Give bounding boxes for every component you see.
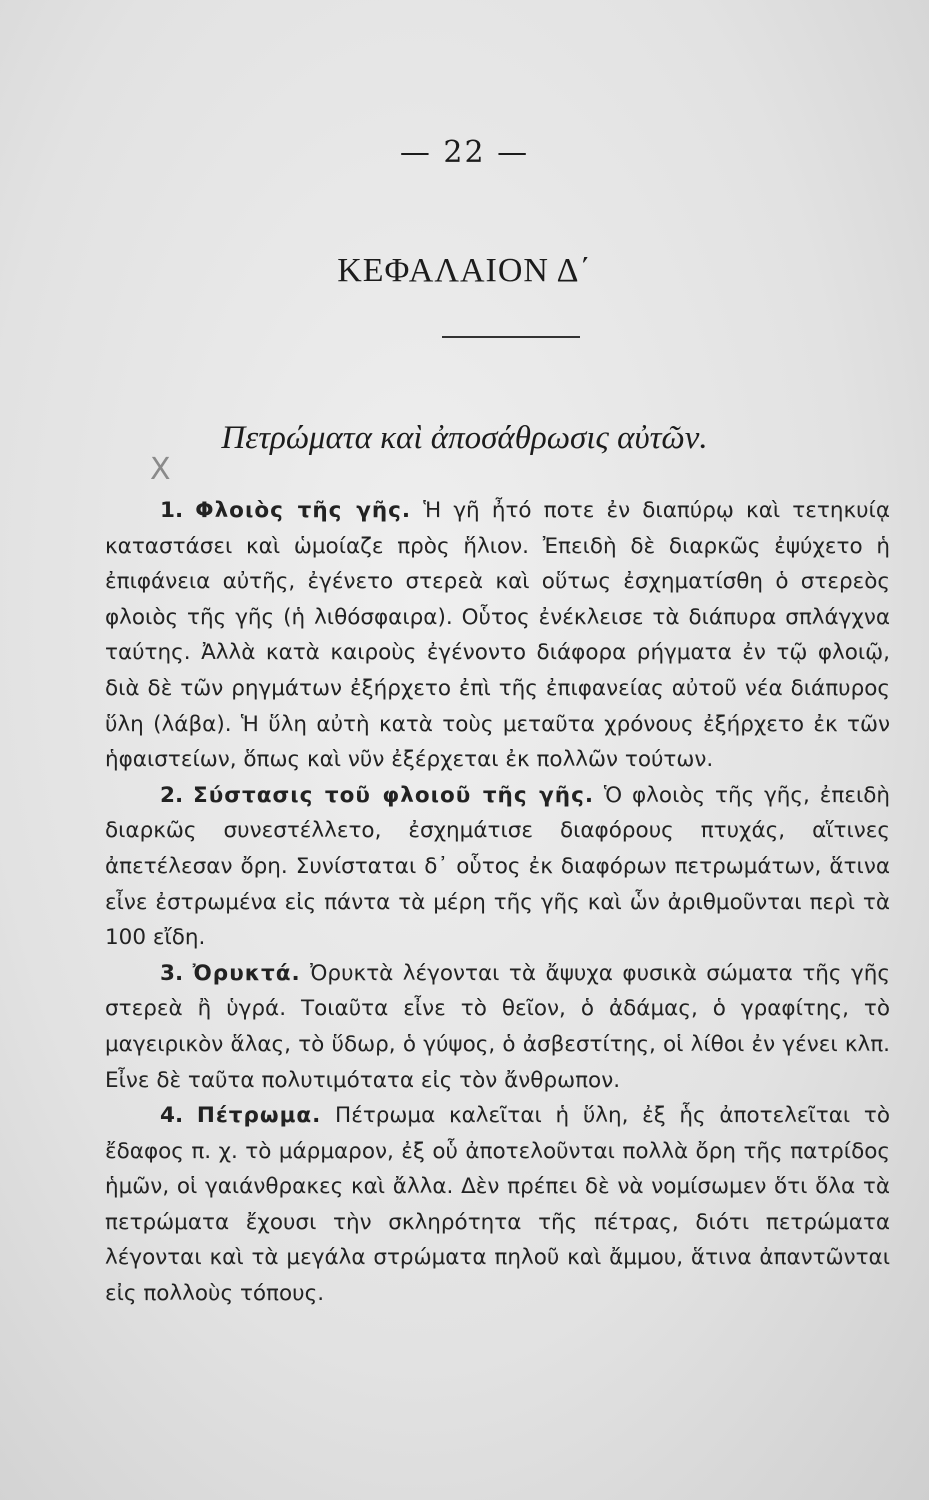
paragraph-text: Πέτρωμα καλεῖται ἡ ὕλη, ἐξ ἧς ἀποτελεῖται τὸ ἔδαφος π. χ. τὸ μάρμαρον, ἐξ οὗ ἀποτελοῦνται πολλὰ ὄρη τῆς πατρίδος ἡμῶν, οἱ γαιάνθρακες καὶ ἄλλα. Δὲν πρέπει δὲ νὰ νομίσωμεν ὅτι ὅλα τὰ πετρώματα ἔχουσι τὴν σκληρότητα τῆς πέτρας, διότι πετρώματα λέγονται καὶ τὰ μεγάλα στρώματα πηλοῦ καὶ ἄμμου, ἅτινα ἀπαντῶνται εἰς πολλοὺς τόπους.: [105, 1103, 890, 1307]
paragraph-number: 1.: [160, 498, 184, 523]
handwritten-margin-mark: X: [150, 452, 171, 487]
paragraph-number: 3.: [160, 960, 184, 986]
paragraph-number: 4.: [160, 1103, 184, 1129]
chapter-title: ΚΕΦΑΛΑΙΟΝ Δ΄: [337, 252, 592, 289]
paragraph-text: Ἡ γῆ ἦτό ποτε ἐν διαπύρῳ καὶ τετηκυίᾳ καταστάσει καὶ ὡμοίαζε πρὸς ἥλιον. Ἐπειδὴ δὲ διαρκῶς ἐψύχετο ἡ ἐπιφάνεια αὐτῆς, ἐγένετο στερεὰ καὶ οὕτως ἐσχηματίσθη ὁ στερεὸς φλοιὸς τῆς γῆς (ἡ λιθόσφαιρα). Οὗτος ἐνέκλεισε τὰ διάπυρα σπλάγχνα ταύτης. Ἀλλὰ κατὰ καιροὺς ἐγένοντο διάφορα ρήγματα ἐν τῷ φλοιῷ, διὰ δὲ τῶν ρηγμάτων ἐξήρχετο ἐπὶ τῆς ἐπιφανείας αὐτοῦ νέα διάπυρος ὕλη (λάβα). Ἡ ὕλη αὐτὴ κατὰ τοὺς μεταῦτα χρόνους ἐξήρχετο ἐκ τῶν ἡφαιστείων, ὅπως καὶ νῦν ἐξέρχεται ἐκ πολλῶν τούτων.: [105, 498, 891, 773]
title-divider: [442, 336, 580, 338]
paragraph-1: [105, 493, 890, 778]
paragraph-heading: Πέτρωμα.: [196, 1103, 322, 1129]
paragraph-heading: Φλοιὸς τῆς γῆς.: [195, 498, 412, 523]
paragraph-heading: Σύστασις τοῦ φλοιοῦ τῆς γῆς.: [193, 782, 594, 808]
paragraph-3: [105, 956, 890, 1098]
paragraph-text: Ὀρυκτὰ λέγονται τὰ ἄψυχα φυσικὰ σώματα τῆς γῆς στερεὰ ἢ ὑγρά. Τοιαῦτα εἶνε τὸ θεῖον, ὁ ἀδάμας, ὁ γραφίτης, τὸ μαγειρικὸν ἅλας, τὸ ὕδωρ, ὁ γύψος, ὁ ἀσβεστίτης, οἱ λίθοι ἐν γένει κλπ. Εἶνε δὲ ταῦτα πολυτιμότατα εἰς τὸν ἄνθρωπον.: [105, 960, 890, 1093]
section-title: Πετρώματα καὶ ἀποσάθρωσις αὐτῶν.: [221, 420, 708, 456]
paragraph-2: [105, 778, 890, 956]
paragraph-4: [105, 1098, 890, 1312]
page-number: — 22 —: [399, 135, 530, 170]
paragraph-text: Ὁ φλοιὸς τῆς γῆς, ἐπειδὴ διαρκῶς συνεστέλλετο, ἐσχημάτισε διαφόρους πτυχάς, αἵτινες ἀπετέλεσαν ὄρη. Συνίσταται δ᾽ οὗτος ἐκ διαφόρων πετρωμάτων, ἅτινα εἶνε ἐστρωμένα εἰς πάντα τὰ μέρη τῆς γῆς καὶ ὧν ἀριθμοῦνται περὶ τὰ 100 εἴδη.: [105, 782, 890, 951]
body-text: [105, 493, 890, 1312]
paragraph-number: 2.: [160, 782, 184, 808]
paragraph-heading: Ὀρυκτά.: [192, 960, 301, 986]
